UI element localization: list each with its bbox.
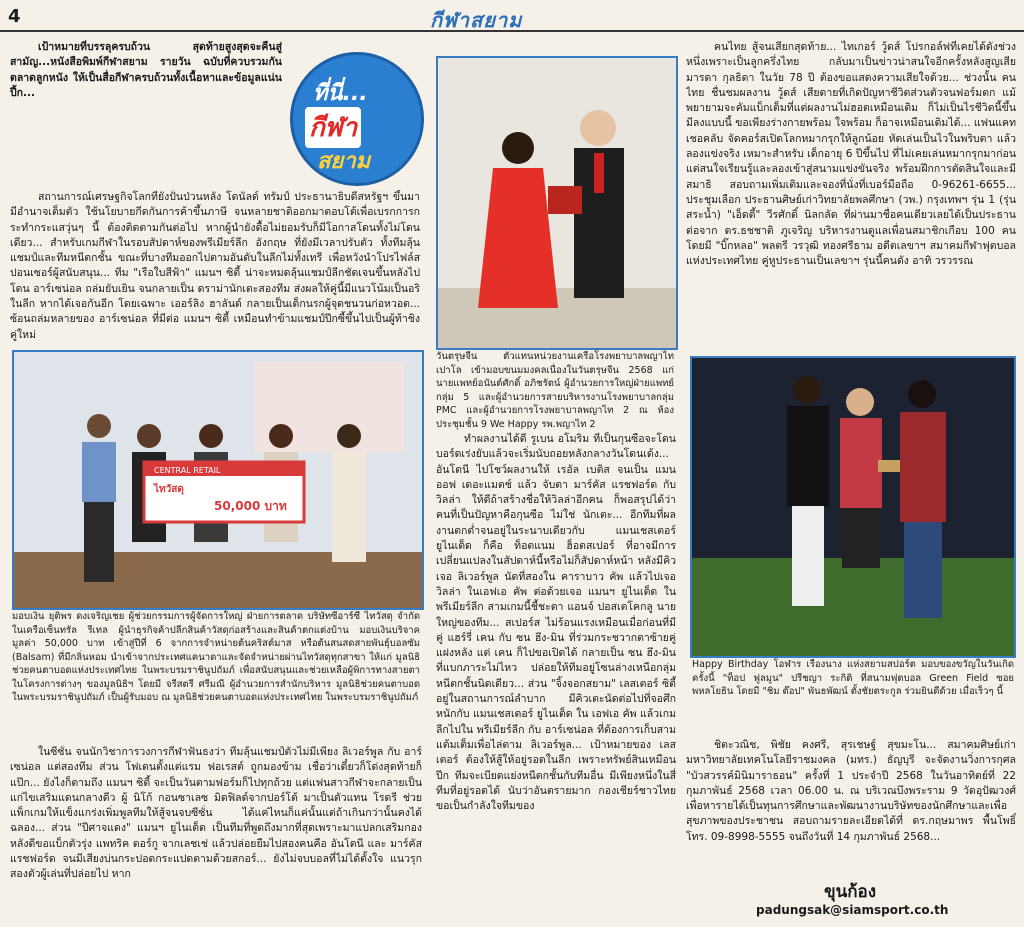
col1-bottom <box>10 745 422 925</box>
masthead: กีฬาสยาม <box>430 8 523 32</box>
page-number: 4 <box>8 6 21 27</box>
logo-line1: ที่นี่... <box>313 81 368 106</box>
col1-p2: สถานการณ์เศรษฐกิจโลกที่ยังปั่นป่วนหลัง โดนัลด์ ทรัมป์ ประธานาธิบดีสหรัฐฯ ขึ้นมามีอำนาจเต็มตัว ใช้นโยบายกีดกันการค้าขึ้นภาษี จนหลายชาติออกมาตอบโต้เพื่อเบรกการกระทำกระแสวุ่นๆ นี้ ต้องติดตามกันต่อไป หากผู้นำยังดื้อไม่ยอมรับก็มีโอกาสโดนทั้งไม่โดนเดียว... สำหรับเกมกีฬาในรอบสัปดาห์ของพรีเมียร์ลีก อังกฤษ ที่ยังมีเวลาปรับตัว ทั้งทีมลุ้นแชมป์และทีมหนีตกชั้น ขณะที่บางทีมออกไปตามอันดับในลีกไม่ทั้งเทรี เพื่อหวังนำโปรไฟล์สปอนเซอร์ผู้สนับสนุน... ทีม "เรือใบสีฟ้า" แมนฯ ซิตี้ น่าจะหมดลุ้นแชมป์ลีกชัดเจนขึ้นหลังไปโดน อาร์เซน่อล ถล่มยับเยิน จนกลายเป็น ดราม่านักเตะสองทีม ส่งผลให้คู่นี้มีแนวโน้มเป็นอริในลีก หากได้เจอกันอีก โดยเฉพาะ เออร์ลิง ฮาลันด์ กลายเป็นเด็กนรกผู้จุดชนวนก่อหวอด... ซ้อนถล่มหลายของ อาร์เซน่อล ที่มีต่อ แมนฯ ซิตี้ เหมือนทำข้ามแชมป์ปีกซี้ขึ้นไปเป็นผู้ท้าชิงคู่ใหม่ <box>10 191 420 341</box>
birthday-image <box>692 358 1014 656</box>
header-rule <box>0 30 1024 32</box>
logo-line3: สยาม <box>317 149 371 174</box>
lunar-new-year-image <box>438 58 676 348</box>
col3-top <box>686 40 1016 348</box>
logo-line2: กีฬา <box>305 107 361 148</box>
author-signature: ขุนก้อง <box>823 882 877 902</box>
col3-bottom <box>686 738 1016 878</box>
banner-brand: CENTRAL RETAIL <box>154 466 221 475</box>
author-email[interactable]: padungsak@siamsport.co.th <box>756 903 949 917</box>
col3-bottom-text: ชิตะวณิช, พิชัย คงศรี, สุรเชษฐ์ สุขมะโน... สมาคมศิษย์เก่ามหาวิทยาลัยเทคโนโลยีราชมงคล (มทร.) ธัญบุรี จะจัดงานวิ่งการกุศล "บัวสวรรค์มินิมาราธอน" ครั้งที่ 1 ประจำปี 2568 ในวันอาทิตย์ที่ 22 กุมภาพันธ์ 2568 เวลา 06.00 น. ณ บริเวณบึงพระราม 9 วัดอุปัฒวงศ์ เพื่อหารายได้เป็นทุนการศึกษาและพัฒนางานบริษัทของนักศึกษาและเพื่อสุขภาพของประชาชน สอบถามรายละเอียดได้ที่ ดร.กฤษมาพร พื้นโพธิ์ โทร. 09-8998-5555 จนถึงวันที่ 14 กุมภาพันธ์ 2568... <box>686 739 1016 843</box>
photo-lunar-new-year <box>436 56 678 350</box>
col2-body <box>436 432 676 922</box>
col2-text: ทำผลงานได้ดี รูเบน อโมริม ที่เป็นกุนซือจะโดนบอร์ดเร่งยับแล้วจะเริ่มนับถอยหลังกลางวันโดนเด้ง... อันโตนี ไปโชว์ผลงานให้ เรอัล เบติส จนเป็น แมน ออฟ เดอะแมตช์ แล้ว จับตา มาร์คัส แรชฟอร์ด กับวิลล่า ให้ดีถ้าสร้างชื่อให้วิลล่าอีกคน ก็พอสรุปได้ว่า คนที่เป็นปัญหาคือกุนซือ ไม่ใช่ นักเตะ... อีกทีมที่ผลงานตกต่ำจนอยู่ในระนาบเดียวกับ แมนเชสเตอร์ ยูไนเต็ด ก็คือ ท็อตแนม ฮ็อตสเปอร์ ที่อาจมีการเปลี่ยนแปลงในสัปดาห์นี้หรือไม่ก็สัปดาห์หน้า หลังมีคิวเจอ ลิเวอร์พูล นัดที่สองใน คาราบาว คัพ แล้วไปเจอ วิลล่า ในเอฟเอ คัพ ต่อด้วยเจอ แมนฯ ยูไนเต็ด ในพรีเมียร์ลีก สามเกมนี้ชี้ชะตา แอนจ์ ปอสเตโคกลู นายใหญ่ของทีม... สเปอร์ส ไม่ร้อนแรงเหมือนเมื่อก่อนที่มีคู่ แฮร์รี่ เคน กับ ซน ฮึง-มิน ที่ร่วมกระชวากตาซ้ายคู่แฝงหลัง แต่ เคน ก็ไปขอเปิดได้ กลายเป็น ซน ฮึง-มิน ที่แบกภาระไม่ไหว ปล่อยให้ทีมอยู่โซนล่างเหนือกลุ่มหนีตกชั้นนิดเดียว... ส่วน "จิ้งจอกสยาม" เลสเตอร์ ซิตี้ อยู่ในสถานการณ์ลำบาก มีคิวเตะนัดต่อไปที่จอศึกหนักกับ แมนเชสเตอร์ ยูไนเต็ด ใน เอฟเอ คัพ แล้วเกมลีกไปใน พรีเมียร์ลีก กับ อาร์เซน่อล ที่ต้องการเก็บสามแต้มเต็มเพื่อไล่ตาม ลิเวอร์พูล... เป้าหมายของ เลสเตอร์ ต้องให้สู้ให้อยู่รอดในลีก เพราะทรัพย์สินเหมือนปีก ทีมจะเบียดแย่งหนีตกชั้นกับทีมอื่น มีเพียงหนึ่งในสี่ทีมที่อยู่รอดได้ นับว่าอันตรายมาก กองเชียร์ชาวไทย ขอเป็นกำลังใจทีมของ <box>436 433 676 813</box>
column-logo <box>290 52 424 186</box>
col3-top-text: คนไทย สู้จนเสียกสุดท้าย... ไทเกอร์ วู้ดส์ โปรกอล์ฟที่เคยได้ดังช่วงหนึ่งเพราะเป็นลูกครึ่งไทย กลับมาเป็นข่าวน่าสนใจอีกครั้งหลังสูญเสียมารดา กุลธิดา ในวัย 78 ปี ต้องขอแสดงความเสียใจด้วย... ช่วงนั้น คนไทย ชื่นชมผลงาน วู้ดส์ เสียดายที่เกิดปัญหาชีวิตส่วนตัวจนฟอร์มตก แม้พยายามจะคัมแบ็กเต็มที่แต่ผลงานไม่ฮอตเหมือนเดิม ก็ไม่เป็นไรชีวิตนี้ขึ้นมีลงแบบนี้ ขอเพียงร่างกายพร้อม ใจพร้อม ก็อาจเหมือนเดิมได้... แฟนแคทเชอคลับ จัดคอร์สเปิดโลกหมากรุกให้ลูกน้อย หัดเล่นเป็นไวในพริบตา แล้วลองแข่งจริง เหมาะสำหรับ เด็กอายุ 6 ปีขึ้นไป ที่ไม่เคยเล่นหมากรุกมาก่อน แต่สนใจเรียนรู้และลองเข้าสู่สนามแข่งขันจริง พร้อมฝึกการตัดสินใจและมีสมาธิ สอบถามเพิ่มเติมและจองที่นั่งที่เบอร์มือถือ 0-96261-6655... ประชุมเลือก ประธานศิษย์เก่าวิทยาลัยพลศึกษา (วพ.) กรุงเทพฯ รุ่น 1 (รุ่นสระน้ำ) "เอ็ดดี้" วีรศักดิ์ นิลกลัด ที่ผ่านมาชื่อคนเดียวเลยได้เป็นประธานต่อจาก ดร.ธชชาติ ภูเจริญ บริหารงานดูแลเพื่อนสมาชิกเกือบ 100 คน โดยมี "บิ๊กหลอ" พลตรี วรวุฒิ ทองศรีธาม อดีตเลขาฯ สมาคมกีฬาฟุตบอลแห่งประเทศไทย คู่หูประธานเป็นเลขาฯ รุ่นนี้คนดัง อาทิ วรวรรณ <box>686 41 1016 268</box>
photo-donation <box>12 350 424 610</box>
banner-amount: 50,000 บาท <box>214 499 287 513</box>
donation-image <box>14 352 422 608</box>
photo3-caption: Happy Birthday โอฬาร เรืองนาง แห่งสยามสปอร์ต มอบของขวัญในวันเกิดครั้งนี้ "ท็อป ฟูลมูน" ปรีชญา ระกิติ ที่สนามฟุตบอล Green Field ซอยพหลโยธิน โดยมี "ชิม ต๊อป" พันธพัฒน์ ตั้งชัยตระกูล ร่วมยินดีด้วย เมื่อเร็วๆ นี้ <box>692 659 1014 697</box>
photo2-caption: วันตรุษจีน ตัวแทนหน่วยงานเครือโรงพยาบาลพญาไทเปาโล เข้ามอบขนมมงคลเนื่องในวันตรุษจีน 2568 แก่ นายแพทย์อนันต์ศักดิ์ อภิชรัตน์ ผู้อำนวยการใหญ่ฝ่ายแพทย์กลุ่ม 5 และผู้อำนวยการสายบริหารงานโรงพยาบาลกลุ่ม PMC และผู้อำนวยการโรงพยาบาลพญาไท 2 ณ ห้องประชุมชั้น 9 We Happy รพ.พญาไท 2 <box>436 351 674 430</box>
col1-p1: เป้าหมายที่บรรลุครบถ้วน สุดท้ายสูงสุดจะคืนสู่สามัญ...หนังสือพิมพ์กีฬาสยาม รายวัน ฉบับที่ควบรวมกัน ตลาดลูกหนัง ให้เป็นสื่อกีฬาครบถ้วนทั้งเนื้อหาและข้อมูลแน่นปึ้ก... <box>10 41 282 99</box>
col1-bottom-text: ในซีซั่น จนนักวิชาการวงการกีฬาฟันธงว่า ทีมลุ้นแชมป์ตัวไม่มีเพียง ลิเวอร์พูล กับ อาร์เซน่อล แต่สองทีม ส่วน โฟเดนตั้งแต่แรม ฟอเรสต์ ถูกมองข้าม เชื่อว่าเดี๋ยวก็โด่งสุดท้ายก็แป๊ก... ยังไงก็ตามถึง แมนฯ ซิตี้ จะเป็นวันตามฟอร์มก็ไปทุกถ้วย แต่แฟนสาวกีฬาจะกลายเป็นแก่ไขเสริมแดนกลางดีว ผู้ นิโก้ กอนซาเลซ มิดฟิลด์จากปอร์โต้ มาเป็นตัวแทน โรดรี ช่วยแพ็กเกมให้แข็งแกร่งเพิ่มพูลทีมให้สู้จนจบซีซั่น ได้แค่ไหนก็แค่นั้นแต่ถ้าเกินกว่านั้นคงได้ฉลอง... ส่วน "ปีศาจแดง" แมนฯ ยูไนเต็ด เป็นทีมที่พูดถึงมากที่สุดเพราะมาแปลกเสริมกองหลังดีขอแบ็กตัวรุ่ง แพทริค ดอร์กู จากเลชเช่ แล้วปล่อยยืมไปสองคนคือ อันโตนี และ มาร์คัส แรชฟอร์ด จนมีเสียงบ่นกระปอดกระแปดตามด้วยสกอร์... ยังไม่จบบอลที่ไม่ได้ตั้งใจ แนวรุกสองตัวผู้เล่นที่ปล่อยไป หาก <box>10 746 422 881</box>
col1-body <box>10 190 420 345</box>
banner-store: ไทวัสดุ <box>154 484 184 495</box>
photo-birthday <box>690 356 1016 658</box>
photo1-caption: มอบเงิน ยุติพร ดงเจริญเชย ผู้ช่วยกรรมการผู้จัดการใหญ่ ฝ่ายการตลาด บริษัทซีอาร์ซี ไทวัสดุ จำกัด ในเครือเซ็นทรัล รีเทล ผู้นำธุรกิจค้าปลีกสินค้าวัสดุก่อสร้างและสินค้าตกแต่งบ้าน มอบเงินบริจาค มูลค่า 50,000 บาท เข้าสู่ปีที่ 6 จากการจำหน่ายต้นคริสต์มาส หรือต้นสนสดสายพันธุ์บอลซัม (Balsam) ที่มีกลิ่นหอม นำเข้าจากประเทศแคนาดาและจัดจำหน่ายผ่านไทวัสดุทุกสาขา ให้แก่ มูลนิธิช่วยคนตาบอดแห่งประเทศไทย ในพระบรมราชินูปถัมภ์ เพื่อสนับสนุนและช่วยเหลือผู้พิการทางสายตาในโครงการต่างๆ ของมูลนิธิฯ โดยมี จรีสตรี ศรีมณี ผู้อำนวยการสำนักบริหาร มูลนิธิช่วยคนตาบอด ในพระบรมราชินูปถัมภ์ เป็นผู้รับมอบ ณ มูลนิธิช่วยคนตาบอดแห่งประเทศไทย ในพระบรมราชินูปถัมภ์ <box>12 611 420 703</box>
col1-intro <box>10 40 282 190</box>
